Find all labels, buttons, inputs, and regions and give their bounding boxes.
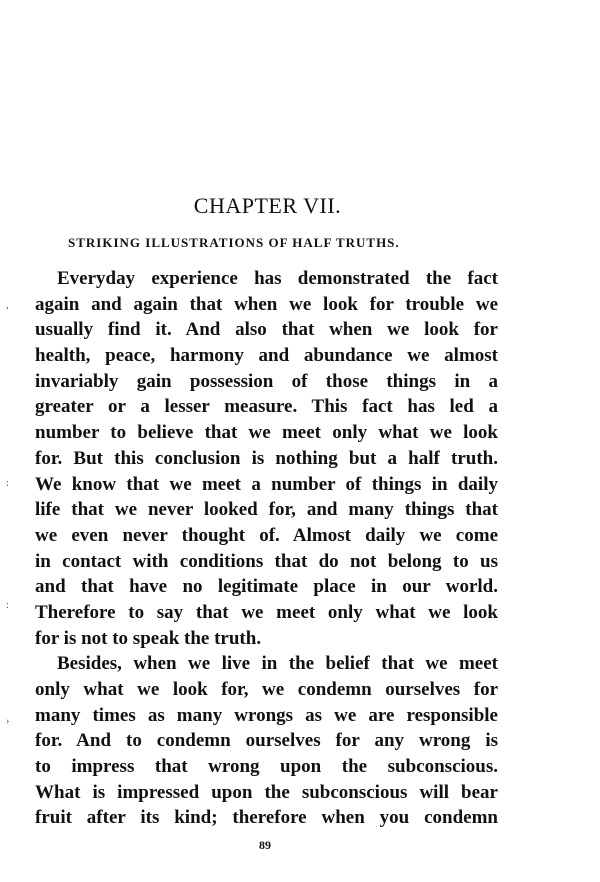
margin-mark: , — [6, 300, 9, 311]
text-line: for. And to condemn ourselves for any wrong is — [35, 730, 498, 752]
text-line: we even never thought of. Almost daily we come — [35, 524, 498, 546]
text-line: fruit after its kind; therefore when you condemn — [35, 807, 498, 829]
text-line: to impress that wrong upon the subconscious. — [35, 756, 498, 778]
chapter-subtitle: STRIKING ILLUSTRATIONS OF HALF TRUTHS. — [68, 235, 400, 250]
text-line: for is not to speak the truth. — [35, 627, 262, 649]
text-line: greater or a lesser measure. This fact has led a — [35, 396, 498, 418]
margin-mark: : — [6, 478, 9, 489]
text-line: again and again that when we look for trouble we — [35, 293, 498, 315]
text-line: Therefore to say that we meet only what we look — [35, 601, 498, 623]
margin-mark: › — [6, 716, 10, 727]
text-line: and that have no legitimate place in our world. — [35, 576, 498, 598]
text-line: We know that we meet a number of things in daily — [35, 473, 498, 495]
text-line: Besides, when we live in the belief that we meet — [57, 653, 498, 675]
text-line: What is impressed upon the subconscious will bear — [35, 781, 498, 803]
body-text — [35, 266, 498, 831]
text-line: in contact with conditions that do not belong to us — [35, 550, 498, 572]
text-line: for. But this conclusion is nothing but a half truth. — [35, 447, 498, 469]
text-line: Everyday experience has demonstrated the fact — [57, 268, 498, 289]
text-line: number to believe that we meet only what we look — [35, 422, 498, 444]
text-line: invariably gain possession of those things in a — [35, 370, 498, 392]
chapter-title: CHAPTER VII. — [193, 193, 342, 218]
text-line: life that we never looked for, and many things that — [35, 499, 498, 521]
margin-mark: : — [6, 600, 9, 611]
text-line: usually find it. And also that when we look for — [35, 319, 498, 341]
text-line: health, peace, harmony and abundance we almost — [35, 345, 498, 367]
text-line: many times as many wrongs as we are responsible — [35, 704, 498, 726]
text-line: only what we look for, we condemn ourselves for — [35, 679, 498, 700]
page-number: 89 — [259, 838, 271, 852]
